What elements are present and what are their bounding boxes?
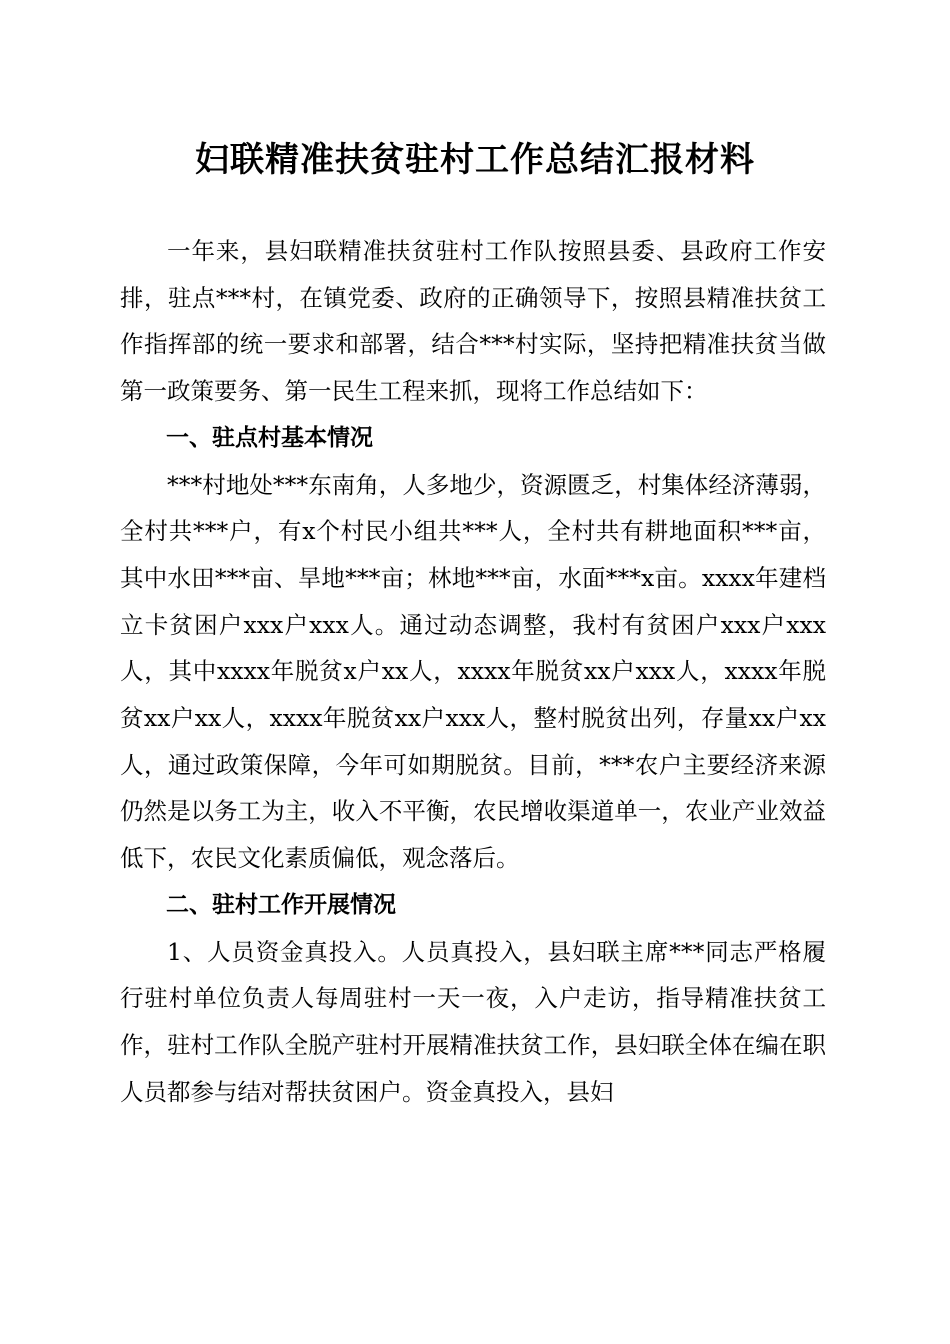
- intro-paragraph: 一年来，县妇联精准扶贫驻村工作队按照县委、县政府工作安排，驻点***村，在镇党委、政府的正确领导下，按照县精准扶贫工作指挥部的统一要求和部署，结合***村实际，坚持把精准扶贫当做第一政策要务、第一民生工程来抓，现将工作总结如下：: [120, 237, 826, 406]
- document-body: [120, 228, 826, 1115]
- section-heading-work-progress: 二、驻村工作开展情况: [166, 891, 396, 918]
- document-title: 妇联精准扶贫驻村工作总结汇报材料: [195, 140, 755, 180]
- section-paragraph-work-progress: 1、人员资金真投入。人员真投入，县妇联主席***同志严格履行驻村单位负责人每周驻村一天一夜，入户走访，指导精准扶贫工作，驻村工作队全脱产驻村开展精准扶贫工作，县妇联全体在编在职人员都参与结对帮扶贫困户。资金真投入，县妇: [120, 937, 826, 1106]
- section-heading-basic-situation: 一、驻点村基本情况: [166, 424, 373, 451]
- section-paragraph-basic-situation: ***村地处***东南角，人多地少，资源匮乏，村集体经济薄弱，全村共***户，有x个村民小组共***人，全村共有耕地面积***亩，其中水田***亩、旱地***亩；林地***亩，水面***x亩。xxxx年建档立卡贫困户xxx户xxx人。通过动态调整，我村有贫困户xxx户xxx人，其中xxxx年脱贫x户xx人，xxxx年脱贫xx户xxx人，xxxx年脱贫xx户xx人，xxxx年脱贫xx户xxx人，整村脱贫出列，存量xx户xx人，通过政策保障，今年可如期脱贫。目前，***农户主要经济来源仍然是以务工为主，收入不平衡，农民增收渠道单一，农业产业效益低下，农民文化素质偏低，观念落后。: [120, 470, 826, 873]
